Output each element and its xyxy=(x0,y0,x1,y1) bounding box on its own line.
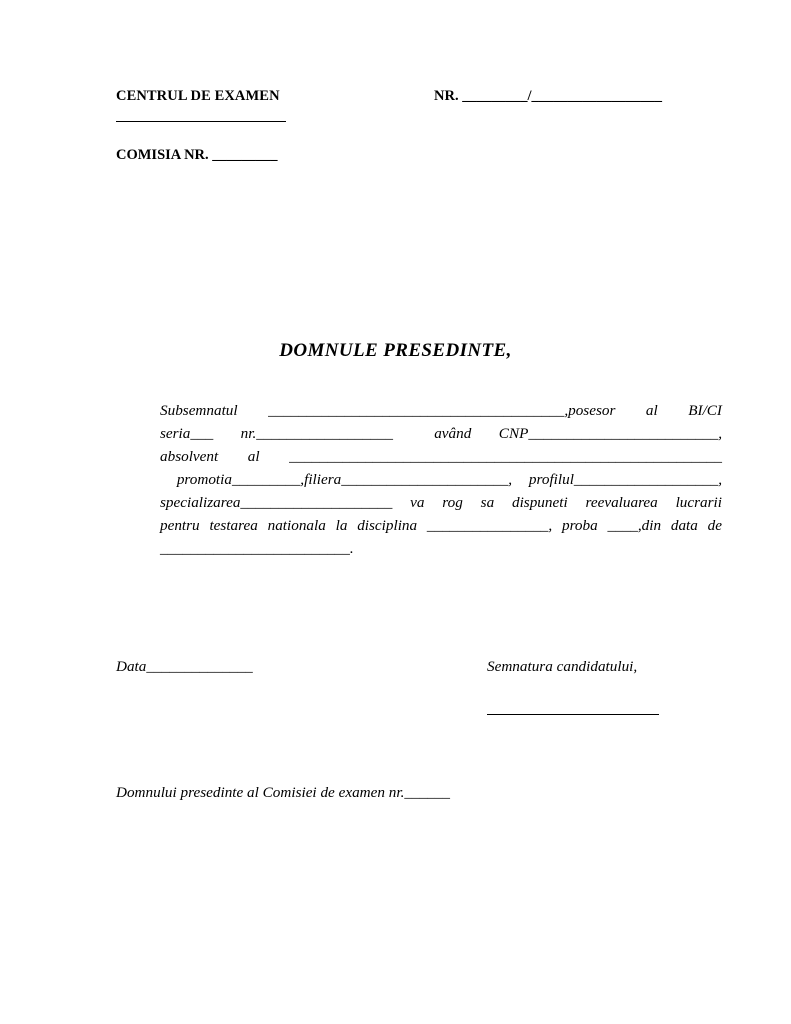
header-top-row xyxy=(116,88,722,110)
addressee-line: Domnului presedinte al Comisiei de examen nr.______ xyxy=(116,784,450,801)
request-body xyxy=(116,399,722,560)
body-paragraph xyxy=(116,399,722,560)
body-line-4: promotia_________,filiera______________________, profilul___________________, xyxy=(160,471,722,488)
commission-number-field: COMISIA NR. _________ xyxy=(116,147,278,163)
exam-center-label: CENTRUL DE EXAMEN xyxy=(116,88,280,104)
document-number-field: NR. _________/__________________ xyxy=(434,88,662,104)
body-line-6: pentru testarea nationala la disciplina ________________, proba ____,din data de xyxy=(160,517,722,534)
exam-center-underline xyxy=(116,121,286,122)
candidate-signature-label: Semnatura candidatului, xyxy=(487,658,638,675)
document-header xyxy=(116,88,722,163)
body-line-5: specializarea____________________ va rog sa dispuneti reevaluarea lucrarii xyxy=(160,494,722,511)
body-line-1: Subsemnatul _______________________________________,posesor al BI/CI xyxy=(160,402,722,419)
body-line-7: _________________________. xyxy=(160,540,354,557)
page-title: DOMNULE PRESEDINTE, xyxy=(279,340,512,361)
candidate-signature-line xyxy=(487,714,659,715)
body-line-2: seria___ nr.__________________ având CNP_________________________, xyxy=(160,425,722,442)
body-line-3: absolvent al _________________________________________________________ xyxy=(160,448,722,465)
date-field: Data______________ xyxy=(116,658,253,675)
